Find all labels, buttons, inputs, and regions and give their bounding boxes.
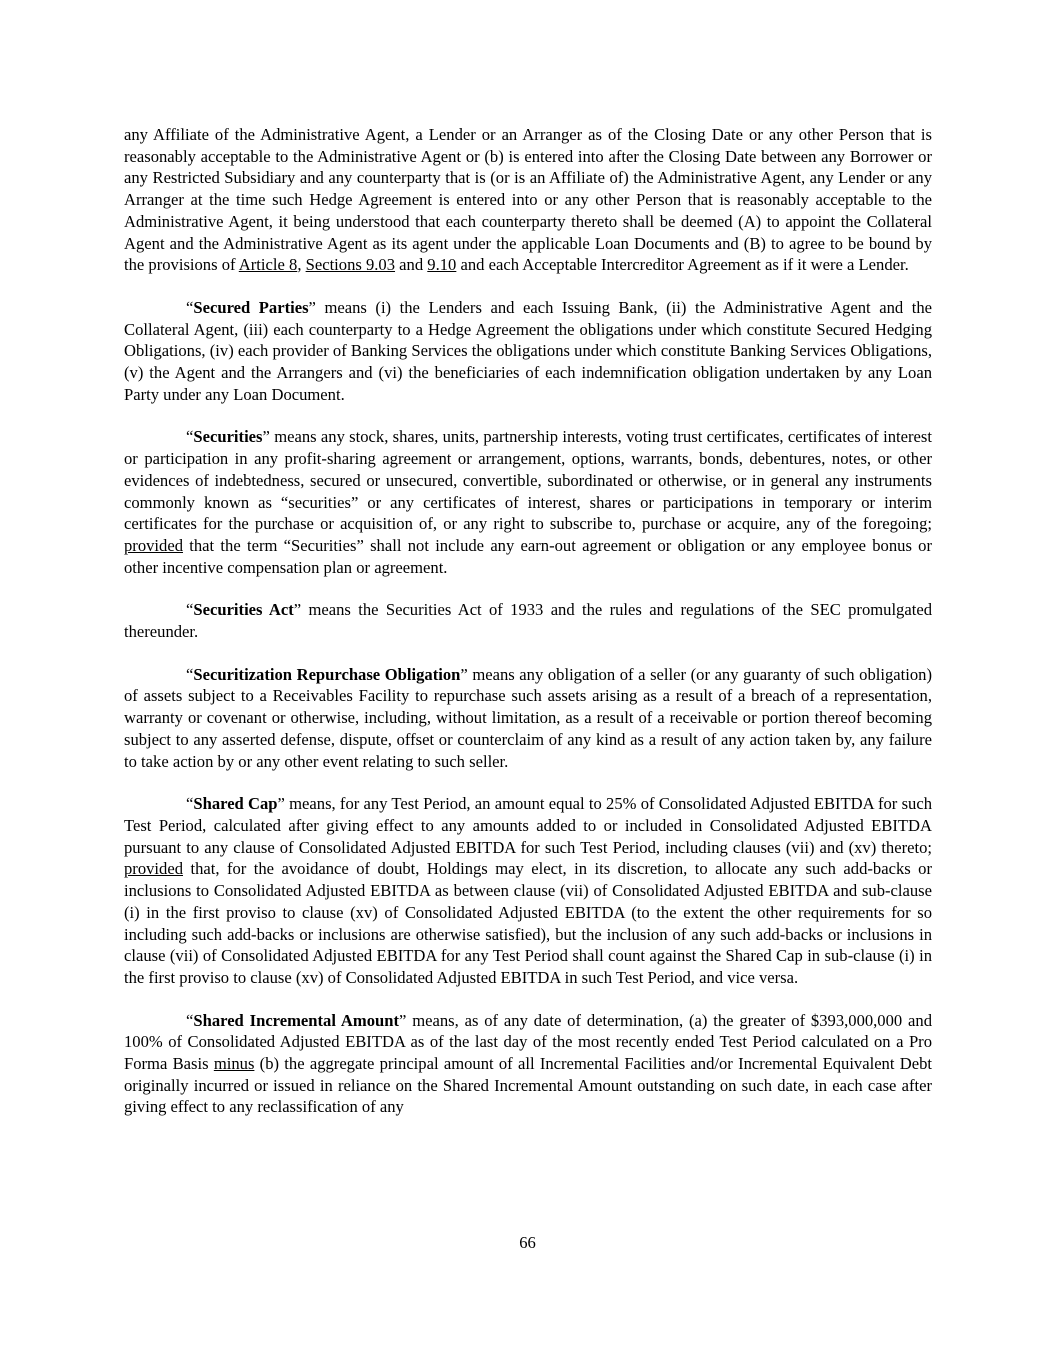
definition-securities-act: [124, 599, 932, 642]
paragraph-text: any Affiliate of the Administrative Agent, a Lender or an Arranger as of the Closing Date or any other Person that is reasonably acceptable to the Administrative Agent or (b) is entered into after the Closing Date between any Borrower or any Restricted Subsidiary and any counterparty that is (or is an Affiliate of) the Administrative Agent, any Lender or any Arranger at the time such Hedge Agreement is entered into or any other Person that is reasonably acceptable to the Administrative Agent, it being understood that each counterparty thereto shall be deemed (A) to appoint the Collateral Agent and the Administrative Agent as its agent under the applicable Loan Documents and (B) to agree to be bound by the provisions of: [124, 125, 932, 275]
defined-term: Securities: [193, 427, 263, 447]
definition-text: ” means, as of any date of determination, (a) the greater of $393,000,000 and 100% of Consolidated Adjusted EBITDA as of the last day of the most recently ended Test Period calculated on a Pro Forma Basis: [124, 1010, 932, 1074]
quote-mark: “: [186, 427, 194, 447]
cross-reference: Sections 9.03: [305, 255, 396, 275]
definition-text: ” means, for any Test Period, an amount equal to 25% of Consolidated Adjusted EBITDA for such Test Period, calculated after giving effect to any amounts added to or included in Consolidated Adjusted EBITDA pursuant to any clause of Consolidated Adjusted EBITDA for such Test Period, including clauses (vii) and (xv) thereto;: [124, 794, 932, 857]
definition-securitization-repurchase-obligation: [124, 664, 932, 773]
definition-shared-incremental-amount: [124, 1010, 932, 1119]
defined-term: Securitization Repurchase Obligation: [193, 664, 461, 684]
quote-mark: “: [186, 297, 194, 317]
paragraph-text: and each Acceptable Intercreditor Agreement as if it were a Lender.: [456, 255, 909, 275]
definition-text: ” means any obligation of a seller (or any guaranty of such obligation) of assets subject to a Receivables Facility to repurchase such assets arising as a result of a breach of a representation, warranty or covenant or otherwise, including, without limitation, as a result of a receivable or portion thereof becoming subject to any asserted defense, dispute, offset or counterclaim of any kind as a result of any action taken by, any failure to take action by or any other event relating to such seller.: [124, 664, 932, 771]
defined-term: Shared Incremental Amount: [193, 1010, 399, 1030]
quote-mark: “: [186, 600, 194, 620]
defined-term: Securities Act: [193, 600, 294, 620]
proviso-term: provided: [124, 535, 183, 555]
defined-term: Secured Parties: [193, 297, 309, 317]
defined-term: Shared Cap: [193, 794, 278, 814]
cross-reference: Article 8: [238, 255, 298, 275]
quote-mark: “: [186, 1010, 194, 1030]
quote-mark: “: [186, 664, 194, 684]
quote-mark: “: [186, 794, 194, 814]
document-page: [124, 124, 932, 1118]
definition-text: ” means (i) the Lenders and each Issuing Bank, (ii) the Administrative Agent and the Collateral Agent, (iii) each counterparty to a Hedge Agreement the obligations under which constitute Secured Hedging Obligations, (iv) each provider of Banking Services the obligations under which constitute Banking Services Obligations, (v) the Agent and the Arrangers and (vi) the beneficiaries of each indemnification obligation undertaken by any Loan Party under any Loan Document.: [124, 297, 932, 404]
definition-secured-parties: [124, 297, 932, 406]
definition-text: (b) the aggregate principal amount of all Incremental Facilities and/or Incremental Equivalent Debt originally incurred or issued in reliance on the Shared Incremental Amount outstanding on such date, in each case after giving effect to any reclassification of any: [124, 1054, 932, 1117]
definition-text: that, for the avoidance of doubt, Holdings may elect, in its discretion, to allocate any such add-backs or inclusions to Consolidated Adjusted EBITDA as between clause (vii) of Consolidated Adjusted EBITDA and sub-clause (i) in the first proviso to clause (xv) of Consolidated Adjusted EBITDA (to the extent the other requirements for so including such add-backs or inclusions are otherwise satisfied), but the inclusion of any such add-backs or inclusions in clause (vii) of Consolidated Adjusted EBITDA for any Test Period shall count against the Shared Cap in sub-clause (i) in the first proviso to clause (xv) of Consolidated Adjusted EBITDA in such Test Period, and vice versa.: [124, 859, 932, 987]
definition-text: ” means the Securities Act of 1933 and the rules and regulations of the SEC promulgated thereunder.: [124, 600, 932, 642]
definition-securities: [124, 426, 932, 578]
cross-reference: 9.10: [427, 255, 457, 275]
proviso-term: provided: [124, 859, 183, 879]
continuation-paragraph: [124, 124, 932, 276]
paragraph-text: ,: [297, 255, 306, 275]
definition-shared-cap: [124, 793, 932, 988]
page-number: 66: [519, 1233, 536, 1252]
minus-term: minus: [213, 1054, 255, 1074]
definition-text: that the term “Securities” shall not include any earn-out agreement or obligation or any employee bonus or other incentive compensation plan or agreement.: [124, 535, 932, 577]
paragraph-text: and: [395, 255, 428, 275]
definition-text: ” means any stock, shares, units, partnership interests, voting trust certificates, certificates of interest or participation in any profit-sharing agreement or arrangement, options, warrants, bonds, debentures, notes, or other evidences of indebtedness, secured or unsecured, convertible, subordinated or otherwise, or in general any instruments commonly known as “securities” or any certificates of interest, shares or participations in temporary or interim certificates for the purchase or acquisition of, or any right to subscribe to, purchase or acquire, any of the foregoing;: [124, 427, 932, 534]
